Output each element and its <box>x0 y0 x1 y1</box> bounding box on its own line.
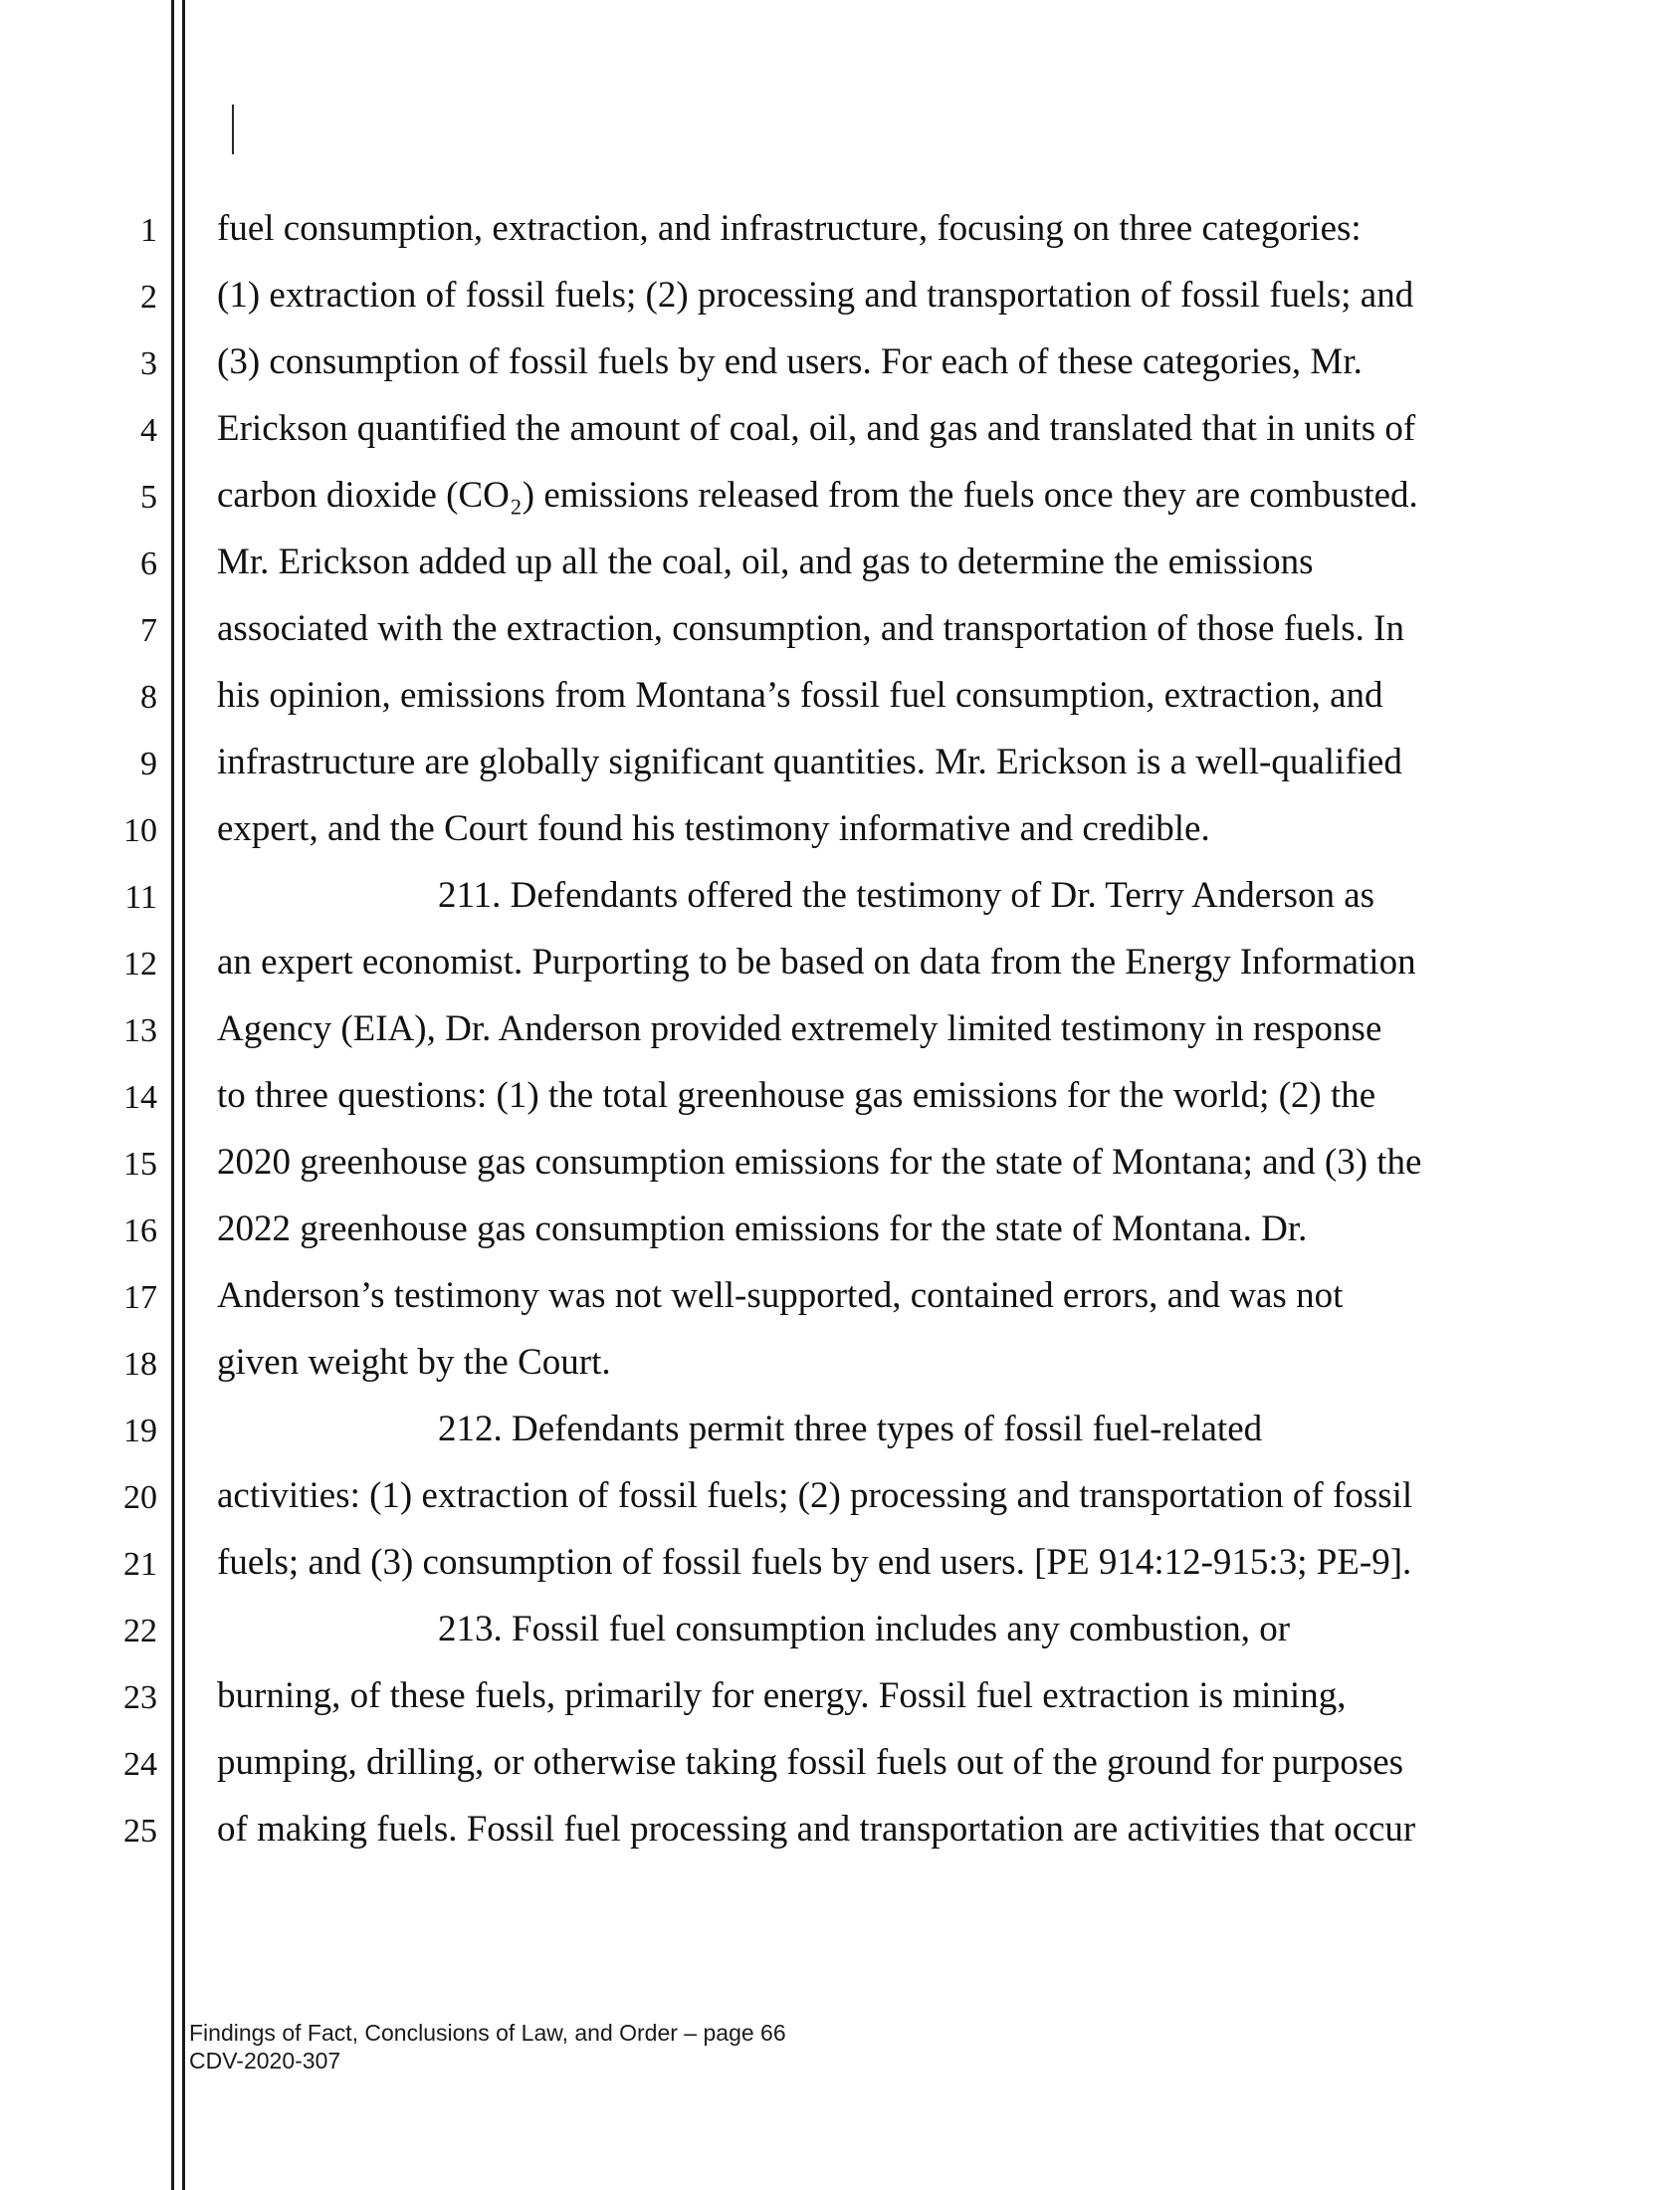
scan-mark <box>232 105 234 154</box>
paragraph-first-line: 213. Fossil fuel consumption includes any combustion, or <box>438 1609 1291 1649</box>
line-number: 13 <box>123 1012 157 1049</box>
page-footer <box>189 2019 786 2075</box>
body-line: (3) consumption of fossil fuels by end users. For each of these categories, Mr. <box>217 341 1363 382</box>
footer-case-number: CDV-2020-307 <box>189 2048 341 2074</box>
line-number: 22 <box>123 1613 157 1649</box>
body-line: Agency (EIA), Dr. Anderson provided extremely limited testimony in response <box>217 1008 1382 1049</box>
body-line: Mr. Erickson added up all the coal, oil, and gas to determine the emissions <box>217 542 1314 582</box>
body-line: Anderson’s testimony was not well-supported, contained errors, and was not <box>217 1275 1344 1316</box>
body-line: fuels; and (3) consumption of fossil fuels by end users. [PE 914:12-915:3; PE-9]. <box>217 1542 1412 1583</box>
paragraph-first-line: 211. Defendants offered the testimony of Dr. Terry Anderson as <box>438 875 1375 916</box>
line-number: 16 <box>123 1212 157 1249</box>
body-line: infrastructure are globally significant quantities. Mr. Erickson is a well-qualified <box>217 742 1402 782</box>
line-number: 8 <box>140 679 157 716</box>
body-line: expert, and the Court found his testimony informative and credible. <box>217 808 1210 849</box>
line-number: 14 <box>123 1079 157 1116</box>
body-line: his opinion, emissions from Montana’s fossil fuel consumption, extraction, and <box>217 675 1383 716</box>
line-number: 6 <box>140 546 157 582</box>
body-line: to three questions: (1) the total greenhouse gas emissions for the world; (2) the <box>217 1075 1376 1116</box>
line-number: 4 <box>140 412 157 449</box>
body-line: of making fuels. Fossil fuel processing and transportation are activities that occur <box>217 1809 1416 1850</box>
line-number: 3 <box>140 345 157 382</box>
line-number: 9 <box>140 746 157 782</box>
line-number: 12 <box>123 946 157 983</box>
left-margin-rule <box>171 0 174 2190</box>
body-line: burning, of these fuels, primarily for energy. Fossil fuel extraction is mining, <box>217 1675 1347 1716</box>
line-number: 10 <box>123 812 157 849</box>
line-number: 21 <box>123 1546 157 1583</box>
line-number: 20 <box>123 1479 157 1516</box>
body-line: pumping, drilling, or otherwise taking fossil fuels out of the ground for purposes <box>217 1742 1404 1783</box>
line-number: 15 <box>123 1146 157 1183</box>
line-number: 18 <box>123 1346 157 1383</box>
body-line: (1) extraction of fossil fuels; (2) processing and transportation of fossil fuels; and <box>217 275 1414 316</box>
body-line: carbon dioxide (CO₂) emissions released from the fuels once they are combusted. <box>217 475 1418 516</box>
body-line: 2020 greenhouse gas consumption emissions for the state of Montana; and (3) the <box>217 1142 1422 1183</box>
left-margin-rule-inner <box>182 0 185 2190</box>
body-line: activities: (1) extraction of fossil fuels; (2) processing and transportation of fossil <box>217 1475 1413 1516</box>
line-number: 19 <box>123 1413 157 1449</box>
body-line: an expert economist. Purporting to be based on data from the Energy Information <box>217 942 1416 983</box>
body-line: given weight by the Court. <box>217 1342 611 1383</box>
footer-title: Findings of Fact, Conclusions of Law, and Order – page 66 <box>189 2020 786 2046</box>
line-number: 5 <box>140 479 157 516</box>
line-number: 1 <box>140 212 157 249</box>
line-number: 23 <box>123 1679 157 1716</box>
paragraph-first-line: 212. Defendants permit three types of fossil fuel-related <box>438 1409 1263 1449</box>
body-line: associated with the extraction, consumption, and transportation of those fuels. In <box>217 608 1404 649</box>
line-number: 11 <box>124 879 157 916</box>
line-number: 17 <box>123 1279 157 1316</box>
line-number: 24 <box>123 1746 157 1783</box>
body-line: Erickson quantified the amount of coal, oil, and gas and translated that in units of <box>217 408 1416 449</box>
body-line: fuel consumption, extraction, and infrastructure, focusing on three categories: <box>217 208 1362 249</box>
line-number: 25 <box>123 1813 157 1850</box>
line-number: 7 <box>140 612 157 649</box>
line-number: 2 <box>140 279 157 316</box>
body-line: 2022 greenhouse gas consumption emissions for the state of Montana. Dr. <box>217 1208 1308 1249</box>
